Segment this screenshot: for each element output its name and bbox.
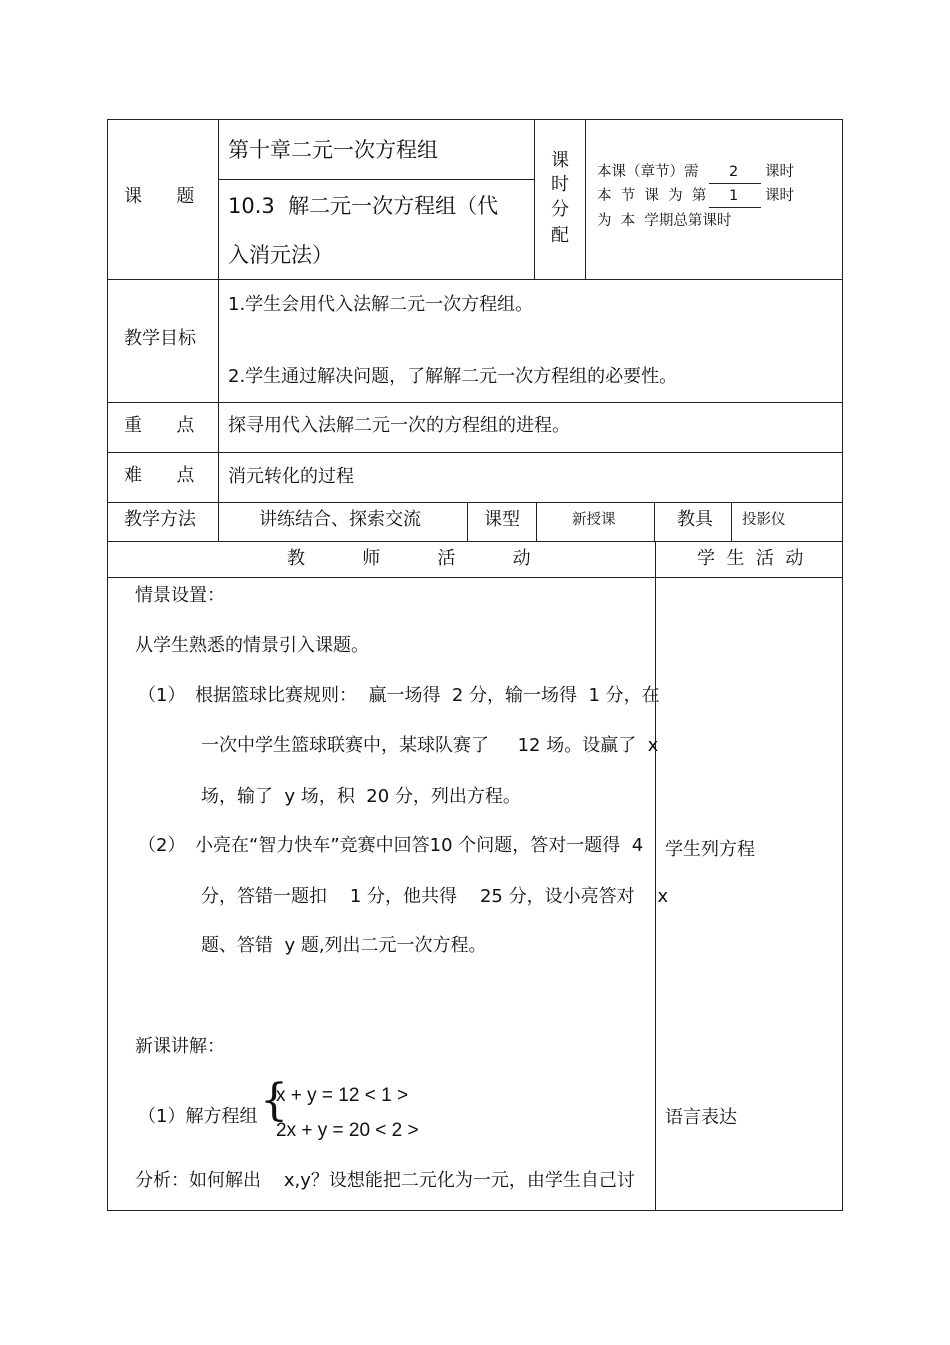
student-activity: 语言表达 xyxy=(665,1107,737,1128)
equation-brace-icon: { xyxy=(260,1075,288,1126)
key-point-label: 重 点 xyxy=(124,415,195,436)
method-value: 讲练结合、探索交流 xyxy=(259,509,421,530)
scene-title: 情景设置： xyxy=(135,585,225,606)
divider xyxy=(218,179,534,180)
alloc-line2-value: 1 xyxy=(729,188,739,204)
problem-text: 分，答错一题扣 1 分，他共得 25 分，设小亮答对 x xyxy=(201,886,669,907)
divider xyxy=(467,502,468,541)
alloc-line2-suffix: 课时 xyxy=(765,188,794,204)
goals-label: 教学目标 xyxy=(124,328,196,349)
new-lesson-title: 新课讲解： xyxy=(135,1036,225,1057)
section-title-cont: 入消元法） xyxy=(228,243,333,267)
divider xyxy=(534,119,535,279)
scene-intro: 从学生熟悉的情景引入课题。 xyxy=(135,635,369,656)
method-label: 教学方法 xyxy=(124,509,196,530)
solve-label: （1）解方程组 xyxy=(138,1106,258,1127)
table-border-bottom xyxy=(107,1210,843,1211)
teacher-activity-header: 教 师 活 动 xyxy=(287,548,531,569)
divider xyxy=(107,577,843,578)
tool-value: 投影仪 xyxy=(742,512,786,528)
alloc-line2-prefix: 本 节 课 为 第 xyxy=(597,188,707,204)
alloc-line1-suffix: 课时 xyxy=(765,164,794,180)
divider xyxy=(107,279,843,280)
divider xyxy=(107,402,843,403)
divider xyxy=(107,452,843,453)
problem-text: 场，输了 y 场，积 20 分，列出方程。 xyxy=(201,786,521,807)
analysis-text: 分析：如何解出 x,y？设想能把二元化为一元，由学生自己讨 xyxy=(135,1170,635,1191)
fill-blank xyxy=(709,207,761,208)
divider xyxy=(585,119,586,279)
keshi-char: 课 xyxy=(551,150,569,171)
equation: 2x + y = 20 < 2 > xyxy=(276,1120,419,1141)
difficulty-label: 难 点 xyxy=(124,465,195,486)
key-point-text: 探寻用代入法解二元一次的方程组的进程。 xyxy=(228,415,570,436)
tool-label: 教具 xyxy=(677,509,713,530)
problem-text: 根据篮球比赛规则： 赢一场得 2 分，输一场得 1 分，在 xyxy=(195,685,660,706)
alloc-line1-prefix: 本课（章节）需 xyxy=(597,164,699,180)
type-label: 课型 xyxy=(484,509,520,530)
goal-item: 2.学生通过解决问题，了解解二元一次方程组的必要性。 xyxy=(228,366,678,387)
goal-item: 1.学生会用代入法解二元一次方程组。 xyxy=(228,294,534,315)
keshi-char: 配 xyxy=(551,225,569,246)
fill-blank xyxy=(709,183,761,184)
section-title: 10.3 解二元一次方程组（代 xyxy=(228,194,499,218)
divider xyxy=(731,502,732,541)
divider xyxy=(107,541,843,542)
divider xyxy=(536,502,537,541)
student-activity-header: 学 生 活 动 xyxy=(697,548,804,569)
keshi-char: 分 xyxy=(551,199,569,220)
divider xyxy=(107,502,843,503)
divider xyxy=(655,541,656,1211)
alloc-line3: 为 本 学期总第课时 xyxy=(597,213,732,229)
problem-text: 一次中学生篮球联赛中，某球队赛了 12 场。设赢了 x xyxy=(201,735,659,756)
alloc-line1-value: 2 xyxy=(729,164,739,180)
type-value: 新授课 xyxy=(572,512,616,528)
problem-text: 题、答错 y 题,列出二元一次方程。 xyxy=(201,935,487,956)
equation: x + y = 12 < 1 > xyxy=(276,1085,409,1106)
keti-label: 课 题 xyxy=(124,186,195,207)
table-border-right xyxy=(842,119,843,1211)
problem-number: （2） xyxy=(138,835,186,856)
problem-number: （1） xyxy=(138,685,186,706)
chapter-title: 第十章二元一次方程组 xyxy=(228,138,438,162)
student-activity: 学生列方程 xyxy=(665,839,755,860)
table-border-left xyxy=(107,119,108,1211)
keshi-char: 时 xyxy=(551,174,569,195)
divider xyxy=(218,119,219,541)
difficulty-text: 消元转化的过程 xyxy=(228,466,354,487)
problem-text: 小亮在“智力快车”竞赛中回答10 个问题，答对一题得 4 xyxy=(195,835,644,856)
divider xyxy=(654,502,655,541)
